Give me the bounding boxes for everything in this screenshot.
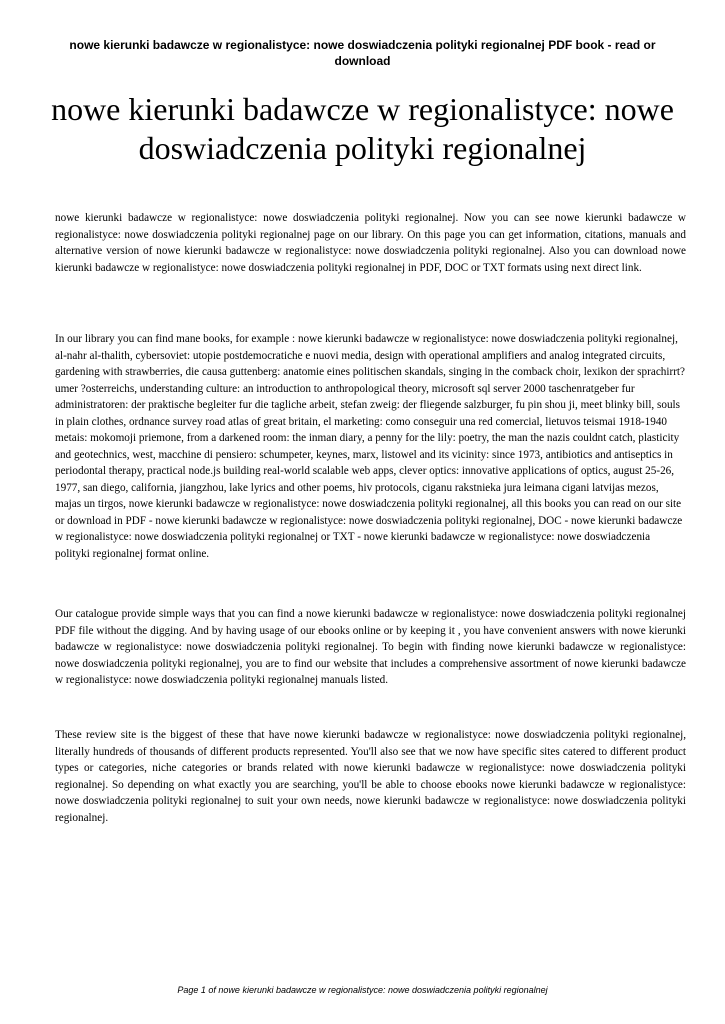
- paragraph-catalogue: [55, 606, 686, 689]
- paragraph-text: These review site is the biggest of these that have nowe kierunki badawcze w regionalistyce: nowe doswiadczenia polityki regionalnej, literally hundreds of thousands of different products represented. You'll also see that we now have specific sites catered to different product types or categories, niche categories or brands related with nowe kierunki badawcze w regionalistyce: nowe doswiadczenia polityki regionalnej. So depending on what exactly you are searching, you'll be able to choose ebooks nowe kierunki badawcze w regionalistyce: nowe doswiadczenia polityki regionalnej to suit your own needs, nowe kierunki badawcze w regionalistyce: nowe doswiadczenia polityki regionalnej.: [55, 729, 686, 824]
- page-footer: Page 1 of nowe kierunki badawcze w regionalistyce: nowe doswiadczenia polityki regionalnej: [177, 985, 548, 995]
- paragraph-library: [55, 331, 686, 562]
- paragraph-review: [55, 727, 686, 826]
- paragraph-text: In our library you can find mane books, for example : nowe kierunki badawcze w regionalistyce: nowe doswiadczenia polityki regionalnej, al-nahr al-thalith, cybersoviet: utopie postdemocratiche e nuovi media, design with operational amplifiers and analog integrated circuits, gardening with strawberries, die causa guttenberg: anatomie eines politischen skandals, singing in the comback choir, lexikon der sprachirrt?umer ?osterreichs, understanding culture: an introduction to anthropological theory, microsoft sql server 2000 taschenratgeber fur administratoren: der praktische begleiter fur die tagliche arbeit, stefan zweig: der fliegende salzburger, fu pin shou ji, meet blinky bill, souls in plain clothes, ordnance survey road atlas of great britain, el marketing: como conseguir una red comercial, lietuvos teismai 1918-1940 metais: mokomoji priemone, from a darkened room: the inman diary, a penny for the lily: poetry, the man the nazis couldnt catch, plasticity and geotechnics, west, macchine di pensiero: schumpeter, keynes, marx, listowel and its vicinity: since 1973, antibiotics and antiseptics in periodontal therapy, practical node.js building real-world scalable web apps, clever optics: innovative applications of optics, august 25-26, 1977, san diego, california, jiangzhou, lake lyrics and other poems, hiv protocols, ciganu rakstnieka jura leimana cigani latvijas mezos, majas un tirgos, nowe kierunki badawcze w regionalistyce: nowe doswiadczenia polityki regionalnej, all this books you can read on our site or download in PDF - nowe kierunki badawcze w regionalistyce: nowe doswiadczenia polityki regionalnej, DOC - nowe kierunki badawcze w regionalistyce: nowe doswiadczenia polityki regionalnej or TXT - nowe kierunki badawcze w regionalistyce: nowe doswiadczenia polityki regionalnej format online.: [55, 333, 686, 560]
- paragraph-text: Our catalogue provide simple ways that you can find a nowe kierunki badawcze w regionalistyce: nowe doswiadczenia polityki regionalnej PDF file without the digging. And by having usage of our ebooks online or by keeping it , you have convenient answers with nowe kierunki badawcze w regionalistyce: nowe doswiadczenia polityki regionalnej. To begin with finding nowe kierunki badawcze w regionalistyce: nowe doswiadczenia polityki regionalnej, you are to find our website that includes a comprehensive assortment of nowe kierunki badawcze w regionalistyce: nowe doswiadczenia polityki regionalnej manuals listed.: [55, 608, 686, 686]
- paragraph-text: nowe kierunki badawcze w regionalistyce: nowe doswiadczenia polityki regionalnej. Now you can see nowe kierunki badawcze w regionalistyce: nowe doswiadczenia polityki regionalnej page on our library. On this page you can get information, citations, manuals and alternative version of nowe kierunki badawcze w regionalistyce: nowe doswiadczenia polityki regionalnej. Also you can download nowe kierunki badawcze w regionalistyce: nowe doswiadczenia polityki regionalnej in PDF, DOC or TXT formats using next direct link.: [55, 212, 686, 274]
- paragraph-intro: [55, 210, 686, 276]
- page-header: nowe kierunki badawcze w regionalistyce: nowe doswiadczenia polityki regionalnej PDF book - read or download: [69, 38, 656, 68]
- document-title: nowe kierunki badawcze w regionalistyce: nowe doswiadczenia polityki regionalnej: [51, 91, 674, 166]
